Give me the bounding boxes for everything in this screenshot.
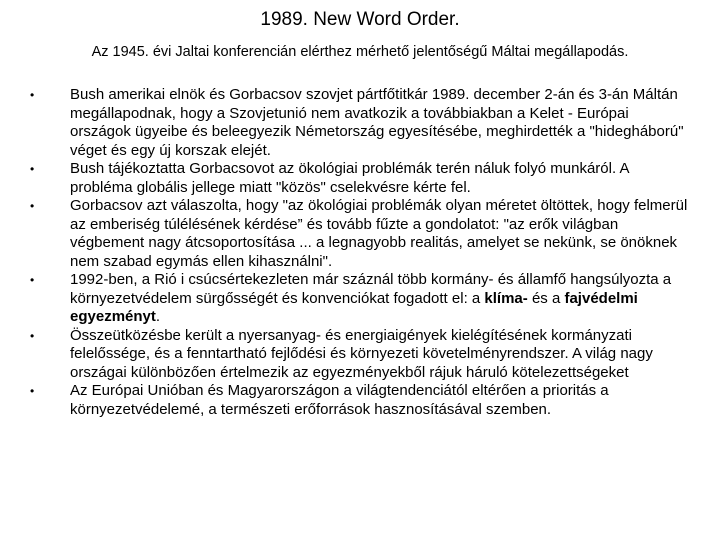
bullet-item <box>30 160 690 197</box>
bullet-item <box>30 197 690 271</box>
bullet-text-before: 1992-ben, a Rió i csúcsértekezleten már száznál több kormány- és államfő hangsúlyozta a környezetvédelem sürgősségét és konvenciókat fogadott el: a <box>70 271 672 307</box>
bullet-bold-species: fajvédelmi egyezményt <box>70 289 638 325</box>
bullet-text: Az Európai Unióban és Magyarországon a világtendenciától eltérően a prioritás a környezetvédelemé, a természeti erőforrások hasznosításával szemben. <box>70 382 609 418</box>
bullet-bold-climate: klíma- <box>484 289 528 307</box>
bullet-icon: • <box>30 328 35 343</box>
bullet-list <box>30 86 690 419</box>
bullet-text: Összeütközésbe került a nyersanyag- és energiaigények kielégítésének kormányzati felelőssége, és a fenntartható fejlődési és környezeti követelményrendszer. A világ nagy országai különbözően értelmezik az egyezményekből rájuk háruló kötelezettségeket <box>70 326 653 381</box>
bullet-text-after: . <box>155 308 161 325</box>
bullet-item <box>30 86 690 160</box>
slide-subtitle: Az 1945. évi Jaltai konferencián elérthez mérhető jelentőségű Máltai megállapodás. <box>91 44 629 60</box>
bullet-icon: • <box>30 273 35 287</box>
bullet-item <box>30 271 690 327</box>
bullet-text: Bush tájékoztatta Gorbacsovot az ökológiai problémák terén náluk folyó munkáról. A probléma globális jellege miatt "közös" cselekvésre kérte fel. <box>70 160 629 196</box>
slide-title: 1989. New Word Order. <box>260 9 460 30</box>
bullet-icon: • <box>30 199 35 213</box>
bullet-text: Bush amerikai elnök és Gorbacsov szovjet pártfőtitkár 1989. december 2-án és 3-án Máltán megállapodnak, hogy a Szovjetunió nem avatkozik a továbbiakban a Kelet - Európai országok ügyeibe és beleegyezik Németország egyesítésébe, meghirdették a "hidegháború" véget és egy új korszak elejét. <box>70 86 684 159</box>
bullet-item <box>30 327 690 383</box>
bullet-text: Gorbacsov azt válaszolta, hogy "az ökológiai problémák olyan méretet öltöttek, hogy felmerül az emberiség túlélésének kérdése” és tovább fűzte a gondolatot: "az erők világban végbement nagy átcsoportosítása ... a legnagyobb realitás, amelyet se nekünk, se önöknek nem szabad egymás ellen kihasználni". <box>70 197 688 270</box>
bullet-icon: • <box>30 162 35 176</box>
bullet-icon: • <box>30 384 35 398</box>
bullet-icon: • <box>30 88 35 102</box>
bullet-item <box>30 382 690 419</box>
bullet-text-mid: és a <box>527 289 565 307</box>
